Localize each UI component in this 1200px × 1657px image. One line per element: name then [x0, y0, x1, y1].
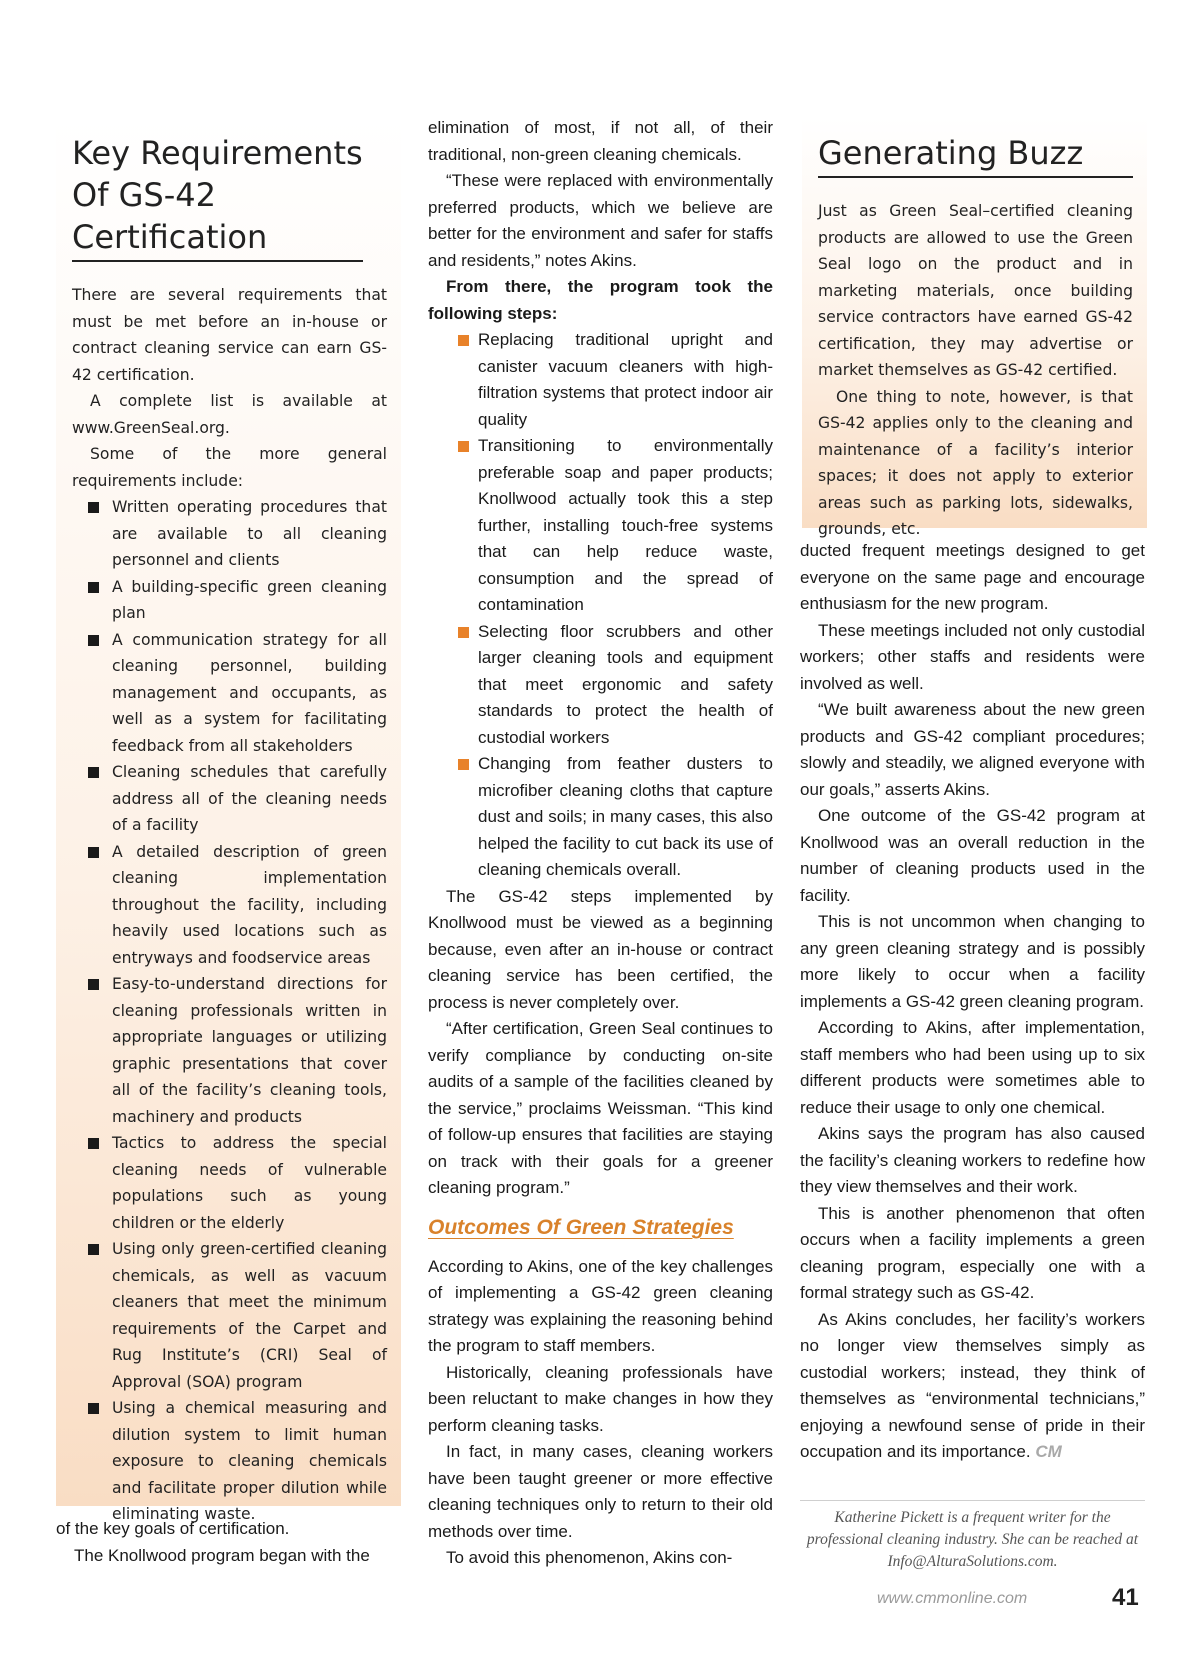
key-requirements-sidebar	[56, 118, 401, 1523]
requirements-list	[72, 494, 387, 1528]
orange-bullet-icon	[458, 627, 469, 638]
sidebar-title: Key Requirements Of GS-42 Certification	[72, 132, 363, 262]
body-paragraph: The Knollwood program began with the	[74, 1545, 370, 1565]
buzz-title: Generating Buzz	[818, 132, 1133, 178]
footer-url: www.cmmonline.com	[877, 1590, 1028, 1607]
body-paragraph: One outcome of the GS-42 program at Knollwood was an overall reduction in the number of cleaning products used in the facility.	[800, 806, 1145, 905]
body-paragraph: This is another phenomenon that often occurs when a facility implements a green cleaning program, especially one with a formal strategy such as GS-42.	[800, 1203, 1145, 1302]
page-number: 41	[1112, 1584, 1139, 1611]
bullet-square-icon	[88, 502, 99, 513]
list-item: Changing from feather dusters to microfiber cleaning cloths that capture dust and soils; in many cases, this also helped the facility to cut back its use of cleaning chemicals overall.	[478, 751, 773, 884]
author-bio: Katherine Pickett is a frequent writer for the professional cleaning industry. She can be reached at Info@AlturaSolutions.com.	[800, 1500, 1145, 1573]
list-item: Using only green-certified cleaning chemicals, as well as vacuum cleaners that meet the minimum requirements of the Carpet and Rug Institute’s (CRI) Seal of Approval (SOA) program	[112, 1236, 387, 1395]
list-item: A detailed description of green cleaning implementation throughout the facility, including heavily used locations such as entryways and foodservice areas	[112, 839, 387, 972]
body-paragraph: In fact, in many cases, cleaning workers have been taught greener or more effective cleaning techniques only to return to their old methods over time.	[428, 1442, 773, 1541]
bullet-square-icon	[88, 767, 99, 778]
steps-list	[428, 327, 773, 884]
list-item: Selecting floor scrubbers and other larger cleaning tools and equipment that meet ergonomic and safety standards to protect the health of custodial workers	[478, 619, 773, 752]
steps-intro: From there, the program took the following steps:	[428, 277, 773, 323]
bullet-square-icon	[88, 582, 99, 593]
sidebar-body	[72, 282, 387, 1528]
body-paragraph: elimination of most, if not all, of their traditional, non-green cleaning chemicals.	[428, 118, 773, 164]
body-paragraph: The GS-42 steps implemented by Knollwood must be viewed as a beginning because, even after an in-house or contract cleaning service has been certified, the process is never completely over.	[428, 886, 773, 1012]
body-paragraph: This is not uncommon when changing to any green cleaning strategy and is possibly more likely to occur when a facility implements a GS-42 green cleaning program.	[800, 912, 1145, 1011]
body-paragraph: Historically, cleaning professionals have been reluctant to make changes in how they perform cleaning tasks.	[428, 1362, 773, 1435]
end-mark: CM	[1035, 1442, 1062, 1461]
bullet-square-icon	[88, 635, 99, 646]
column-b	[428, 115, 773, 1572]
orange-bullet-icon	[458, 335, 469, 346]
list-item: A building-specific green cleaning plan	[112, 574, 387, 627]
sidebar-general-intro: Some of the more general requirements include:	[72, 445, 387, 490]
body-paragraph: According to Akins, one of the key challenges of implementing a GS-42 green cleaning strategy was explaining the reasoning behind the program to staff members.	[428, 1256, 773, 1355]
orange-bullet-icon	[458, 441, 469, 452]
buzz-paragraph: One thing to note, however, is that GS-42 applies only to the cleaning and maintenance of a facility’s interior spaces; it does not apply to exterior areas such as parking lots, sidewalks, grounds, etc.	[818, 387, 1133, 538]
body-paragraph: As Akins concludes, her facility’s workers no longer view themselves simply as custodial workers; instead, they think of themselves as “environmental technicians,” enjoying a newfound sense of pride in their occupation and its importance. CM	[800, 1309, 1145, 1461]
list-item: Transitioning to environmentally preferable soap and paper products; Knollwood actually took this a step further, installing touch-free systems that can help reduce waste, consumption and the spread of contamination	[478, 433, 773, 619]
body-paragraph: Akins says the program has also caused the facility’s cleaning workers to redefine how they view themselves and their work.	[800, 1124, 1145, 1196]
sidebar-intro: There are several requirements that must be met before an in-house or contract cleaning service can earn GS-42 certification.	[72, 286, 387, 384]
body-paragraph: These meetings included not only custodial workers; other staffs and residents were involved as well.	[800, 620, 1145, 693]
column-a	[56, 1516, 401, 1569]
sidebar-list-note: A complete list is available at www.GreenSeal.org.	[72, 392, 387, 437]
bullet-square-icon	[88, 847, 99, 858]
body-paragraph: “We built awareness about the new green products and GS-42 compliant procedures; slowly and steadily, we aligned everyone with our goals,” asserts Akins.	[800, 700, 1145, 799]
body-paragraph: According to Akins, after implementation, staff members who had been using up to six different products were sometimes able to reduce their usage to only one chemical.	[800, 1018, 1145, 1117]
bullet-square-icon	[88, 1403, 99, 1414]
list-item: Cleaning schedules that carefully address all of the cleaning needs of a facility	[112, 759, 387, 839]
list-item: Replacing traditional upright and canister vacuum cleaners with high-filtration systems that protect indoor air quality	[478, 327, 773, 433]
body-paragraph: ducted frequent meetings designed to get everyone on the same page and encourage enthusiasm for the new program.	[800, 541, 1145, 613]
bullet-square-icon	[88, 979, 99, 990]
body-paragraph: “After certification, Green Seal continues to verify compliance by conducting on-site audits of a sample of the facilities cleaned by the service,” proclaims Weissman. “This kind of follow-up ensures that facilities are staying on track with their goals for a greener cleaning program.”	[428, 1019, 773, 1197]
list-item: Easy-to-understand directions for cleaning professionals written in appropriate languages or utilizing graphic presentations that cover all of the facility’s cleaning tools, machinery and products	[112, 971, 387, 1130]
list-item: Tactics to address the special cleaning needs of vulnerable populations such as young children or the elderly	[112, 1130, 387, 1236]
bullet-square-icon	[88, 1244, 99, 1255]
bullet-square-icon	[88, 1138, 99, 1149]
list-item: Using a chemical measuring and dilution system to limit human exposure to cleaning chemicals and facilitate proper dilution while eliminating waste.	[112, 1395, 387, 1528]
body-paragraph: To avoid this phenomenon, Akins con-	[446, 1548, 733, 1567]
body-paragraph: of the key goals of certification.	[56, 1519, 290, 1538]
section-subhead: Outcomes Of Green Strategies	[428, 1215, 734, 1239]
generating-buzz-sidebar	[802, 118, 1147, 538]
buzz-body	[818, 198, 1133, 543]
buzz-paragraph: Just as Green Seal–certified cleaning products are allowed to use the Green Seal logo on the product and in marketing materials, once building service contractors have earned GS-42 certification, they may advertise or market themselves as GS-42 certified.	[818, 202, 1133, 379]
orange-bullet-icon	[458, 759, 469, 770]
list-item: Written operating procedures that are available to all cleaning personnel and clients	[112, 494, 387, 574]
column-c	[800, 538, 1145, 1466]
body-paragraph: “These were replaced with environmentally preferred products, which we believe are better for the environment and safer for staffs and residents,” notes Akins.	[428, 171, 773, 270]
list-item: A communication strategy for all cleaning personnel, building management and occupants, as well as a system for facilitating feedback from all stakeholders	[112, 627, 387, 760]
